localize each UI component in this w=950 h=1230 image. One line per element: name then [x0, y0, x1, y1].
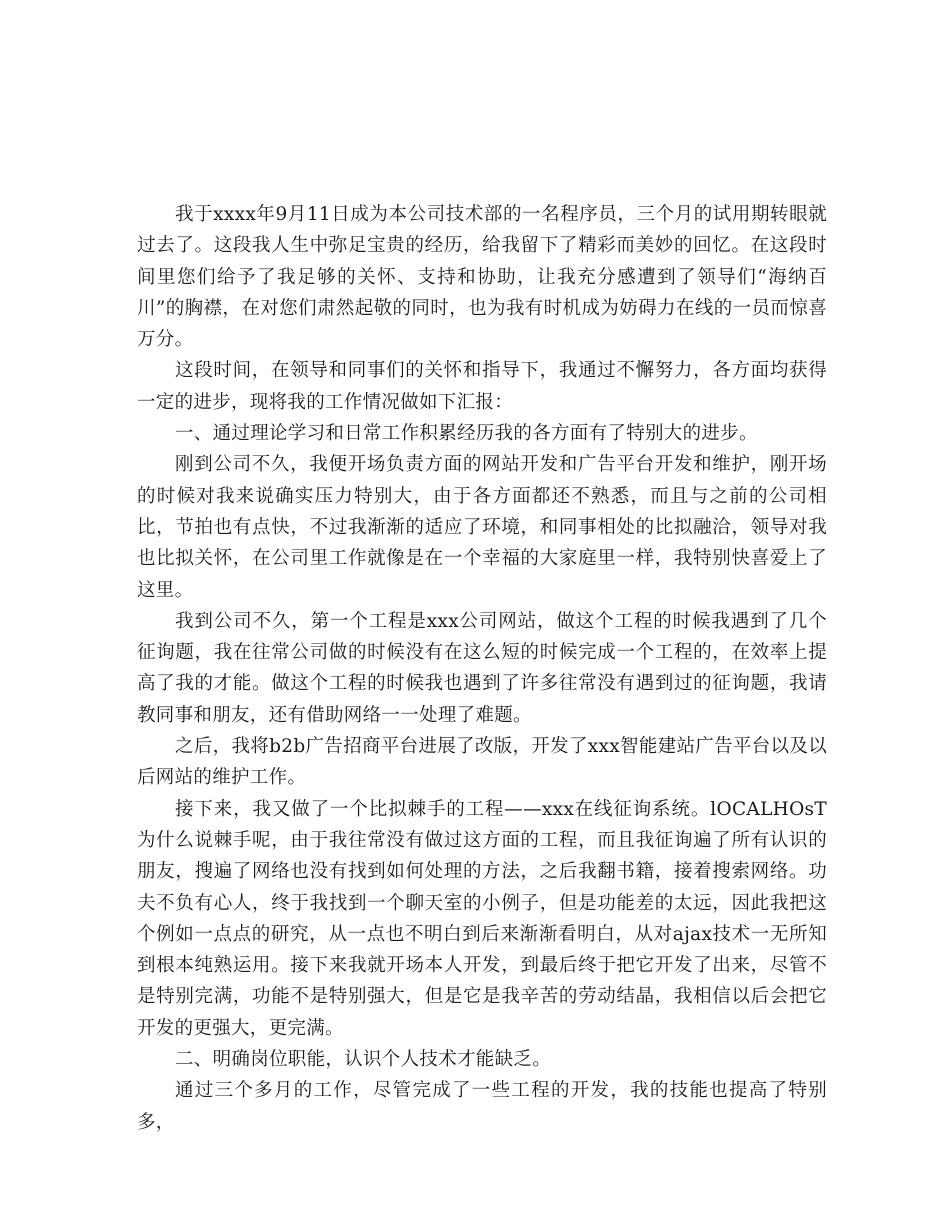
paragraph-summary-lead: 这段时间，在领导和同事们的关怀和指导下，我通过不懈努力，各方面均获得一定的进步，现将我的工作情况做如下汇报：	[137, 360, 827, 413]
section-heading-2: 二、明确岗位职能，认识个人技术才能缺乏。	[175, 1049, 552, 1071]
paragraph-conclusion-start: 通过三个多月的工作，尽管完成了一些工程的开发，我的技能也提高了特别多，	[137, 1080, 827, 1133]
paragraph-b2b-revamp: 之后，我将b2b广告招商平台进展了改版，开发了xxx智能建站广告平台以及以后网站的维护工作。	[137, 736, 827, 789]
section-heading-1: 一、通过理论学习和日常工作积累经历我的各方面有了特别大的进步。	[175, 423, 758, 445]
paragraph-first-project: 我到公司不久，第一个工程是xxx公司网站，做这个工程的时候我遇到了几个征询题，我在往常公司做的时候没有在这么短的时候完成一个工程的，在效率上提高了我的才能。做这个工程的时候我也遇到了许多往常没有遇到过的征询题，我请教同事和朋友，还有借助网络一一处理了难题。	[137, 610, 827, 726]
paragraph-intro: 我于xxxx年9月11日成为本公司技术部的一名程序员，三个月的试用期转眼就过去了。这段我人生中弥足宝贵的经历，给我留下了精彩而美妙的回忆。在这段时间里您们给予了我足够的关怀、支持和协助，让我充分感遭到了领导们“海纳百川”的胸襟，在对您们肃然起敬的同时，也为我有时机成为妨碍力在线的一员而惊喜万分。	[137, 204, 827, 351]
paragraph-consult-system: 接下来，我又做了一个比拟棘手的工程——xxx在线征询系统。lOCALHOsT为什么说棘手呢，由于我往常没有做过这方面的工程，而且我征询遍了所有认识的朋友，搜遍了网络也没有找到如何处理的方法，之后我翻书籍，接着搜索网络。功夫不负有心人，终于我找到一个聊天室的小例子，但是功能差的太远，因此我把这个例如一点点的研究，从一点也不明白到后来渐渐看明白，从对ajax技术一无所知到根本纯熟运用。接下来我就开场本人开发，到最后终于把它开发了出来，尽管不是特别完满，功能不是特别强大，但是它是我辛苦的劳动结晶，我相信以后会把它开发的更强大，更完满。	[137, 798, 827, 1039]
document-body	[137, 199, 827, 1138]
paragraph-onboarding: 刚到公司不久，我便开场负责方面的网站开发和广告平台开发和维护，刚开场的时候对我来说确实压力特别大，由于各方面都还不熟悉，而且与之前的公司相比，节拍也有点快，不过我渐渐的适应了环境，和同事相处的比拟融洽，领导对我也比拟关怀，在公司里工作就像是在一个幸福的大家庭里一样，我特别快喜爱上了这里。	[137, 454, 827, 601]
